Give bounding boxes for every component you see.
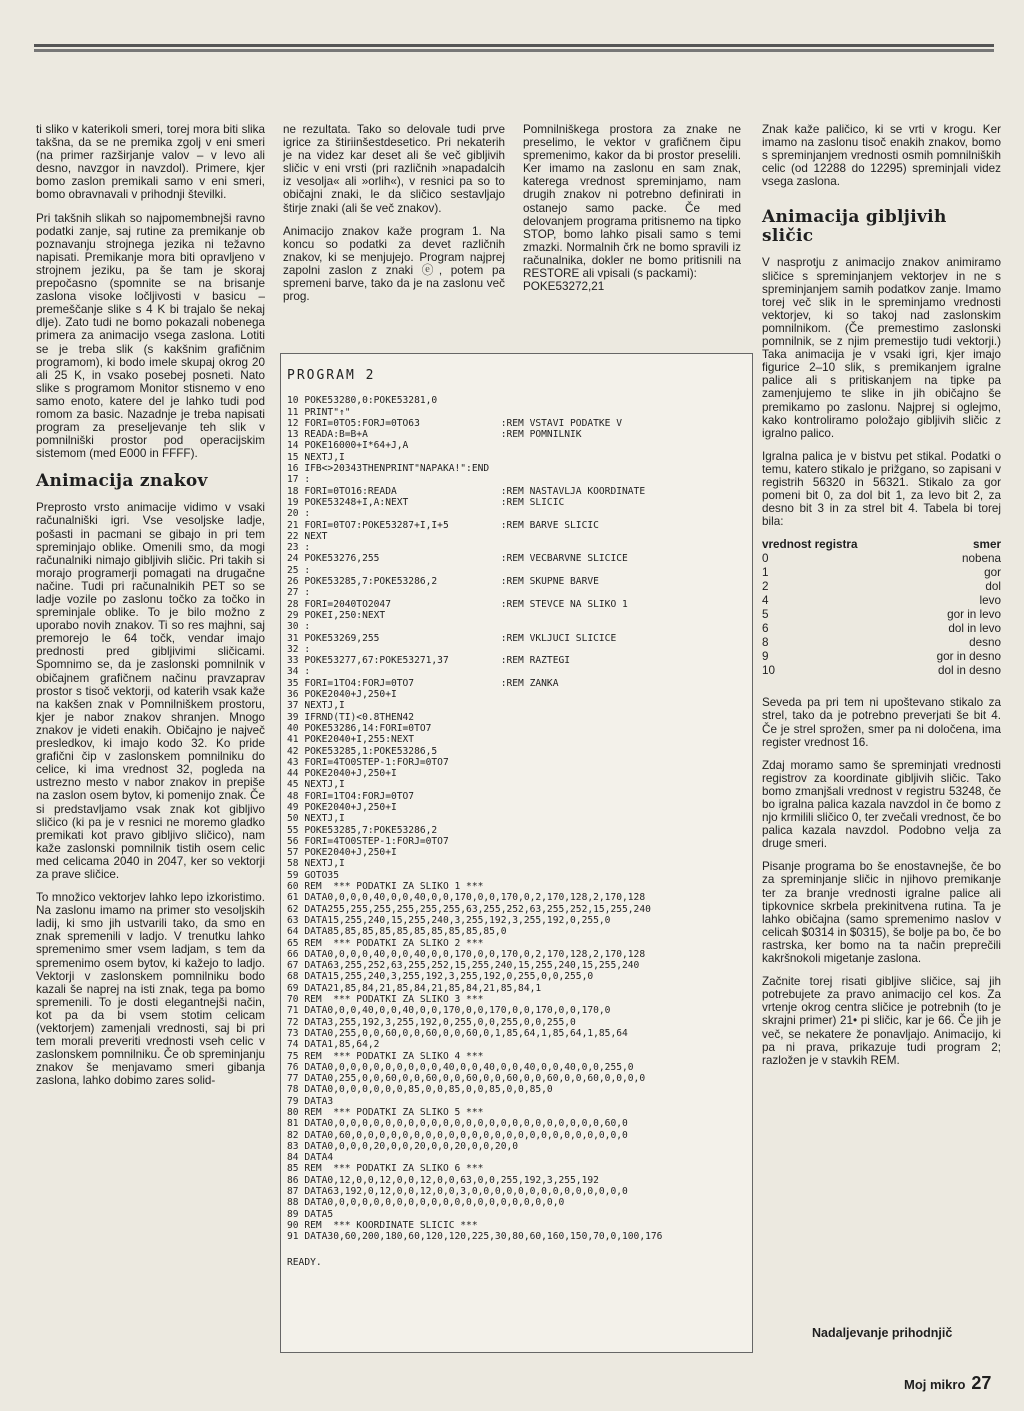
code-line: 90 REM *** KOORDINATE SLICIC *** — [287, 1219, 478, 1231]
code-line: 18 FORI=0TO16:READA :REM NASTAVLJA KOORDINATE — [287, 485, 646, 497]
code-line: 91 DATA30,60,200,180,60,120,120,225,30,80,60,160,150,70,0,100,176 — [287, 1231, 663, 1243]
code-line: 62 DATA255,255,255,255,255,255,63,255,252,63,255,252,15,255,240 — [287, 903, 651, 915]
register-value: 2 — [762, 580, 769, 594]
section-heading: Animacija gibljivih sličic — [762, 207, 947, 247]
code-line: 19 POKE53248+I,A:NEXT :REM SLICIC — [287, 496, 565, 508]
column-1 — [36, 123, 265, 1097]
code-line: 69 DATA21,85,84,21,85,84,21,85,84,21,85,84,1 — [287, 982, 542, 994]
paragraph: Pomnilniškega prostora za znake ne preselimo, le vektor v grafičnem čipu spremenimo, kakor da bi prostor preselili. Ker imamo na zaslonu en sam znak, katerega vrednost spreminjamo, nam drugih znakov ni potrebno definirati in ostanejo samo packe. Če med delovanjem programa pritisnemo na tipko STOP, bomo lahko pisali samo s temi zmazki. Normalnih črk ne bomo spravili iz računalnika, dokler ne bomo pritisnili na RESTORE ali vpisali (s packami): — [523, 123, 741, 281]
code-line: 65 REM *** PODATKI ZA SLIKO 2 *** — [287, 937, 484, 949]
table-row — [762, 580, 1001, 594]
paragraph: Igralna palica je v bistvu pet stikal. Podatki o temu, katero stikalo je prižgano, so zapisani v registrih 56320 in 56321. Stikalo za gor pomeni bit 0, za dol bit 1, za levo bit 2, za desno bit 3 in za strel bit 4. Tabela bi torej bila: — [762, 449, 1001, 529]
code-line: 12 FORI=0TO5:FORJ=0TO63 :REM VSTAVI PODATKE V — [287, 417, 623, 429]
paragraph: Seveda pa pri tem ni upoštevano stikalo za strel, tako da je potrebno preverjati še bit 4. Če je strel sprožen, smer pa ni določena, ima register vrednost 16. — [762, 696, 1001, 749]
page-number: 27 — [971, 1373, 992, 1393]
page-footer — [904, 1373, 991, 1394]
register-value: 9 — [762, 650, 769, 664]
code-line: 33 POKE53277,67:POKE53271,37 :REM RAZTEGI — [287, 655, 571, 667]
code-line: 84 DATA4 — [287, 1152, 334, 1164]
table-row — [762, 664, 1001, 678]
top-rule — [34, 44, 994, 52]
code-line: 11 PRINT"↑" — [287, 406, 351, 418]
code-line: 66 DATA0,0,0,0,40,0,0,40,0,0,170,0,0,170,0,2,170,128,2,170,128 — [287, 948, 646, 960]
code-line: 75 REM *** PODATKI ZA SLIKO 4 *** — [287, 1050, 484, 1062]
code-line: 40 POKE53286,14:FORI=0TO7 — [287, 722, 432, 734]
paragraph: Zdaj moramo samo še spreminjati vrednosti registrov za koordinate gibljivih sličic. Tako bomo zmanjšali vrednost v registru 53248, če bo igralna palica kazala navzdol in če bomo z njo krmilili sličico 0, ter zvečali vrednost, če bo palica kazala navzdol. Podobno velja za druge smeri. — [762, 758, 1001, 851]
paragraph: Znak kaže paličico, ki se vrti v krogu. Ker imamo na zaslonu tisoč enakih znakov, bomo s spreminjanjem vrednosti osmih pomnilniških celic (od 12288 do 12295) spreminjali videz vsega zaslona. — [762, 123, 1001, 189]
code-line: 80 REM *** PODATKI ZA SLIKO 5 *** — [287, 1107, 484, 1118]
code-line: 36 POKE2040+J,250+I — [287, 689, 397, 701]
code-line: 78 DATA0,0,0,0,0,0,0,85,0,0,85,0,0,85,0,0,85,0 — [287, 1084, 553, 1096]
direction-value: gor — [984, 566, 1001, 580]
code-line: 32 : — [287, 643, 311, 655]
code-line: 64 DATA85,85,85,85,85,85,85,85,85,85,0 — [287, 926, 507, 938]
paragraph: Pri takšnih slikah so najpomembnejši ravno podatki zanje, saj rutine za premikanje ob poznavanju strojnega jezika ni težavno napisati. Premikanje mora biti opravljeno v strojnem jeziku, pa še tam je skoraj prepočasno (spomnite se na brisanje zaslona visoke ločljivosti v basicu – premeščanje slike s 4 K bi trajalo še nekaj dlje). Zato tudi ne bomo pokazali nobenega primera za animacijo vsega zaslona. Lotiti se je treba slik (s kakšnim grafičnim programom), ki bodo imele skupaj okrog 20 ali 25 K, in vsako posebej posneti. Nato slike s programom Monitor stisnemo v eno samo enoto, katere del je lahko tudi pod romom za basic. Nazadnje je treba napisati program za preseljevanje teh slik v pomnilniški prostor pod operacijskim sistemom (med E000 in FFFF). — [36, 211, 265, 461]
code-line: 72 DATA3,255,192,3,255,192,0,255,0,0,255,0,0,255,0 — [287, 1016, 576, 1028]
code-line: 83 DATA0,0,0,0,20,0,0,20,0,0,20,0,0,20,0 — [287, 1140, 519, 1152]
code-line: 28 FORI=2040TO2047 :REM STEVCE NA SLIKO 1 — [287, 598, 628, 610]
code-line: 37 NEXTJ,I — [287, 700, 345, 712]
register-value: 10 — [762, 664, 776, 678]
code-line: 10 POKE53280,0:POKE53281,0 — [287, 395, 438, 407]
table-row — [762, 650, 1001, 664]
code-line: 15 NEXTJ,I — [287, 451, 345, 463]
direction-value: gor in levo — [947, 608, 1001, 622]
code-line: 49 POKE2040+J,250+I — [287, 801, 397, 813]
code-line: 13 READA:B=B+A :REM POMNILNIK — [287, 429, 582, 441]
code-line: 31 POKE53269,255 :REM VKLJUCI SLICICE — [287, 632, 617, 644]
direction-value: gor in desno — [936, 650, 1001, 664]
code-line: 24 POKE53276,255 :REM VECBARVNE SLICICE — [287, 553, 628, 565]
direction-value: nobena — [961, 552, 1001, 566]
code-line: 59 GOTO35 — [287, 869, 339, 881]
code-line: 63 DATA15,255,240,15,255,240,3,255,192,3,255,192,0,255,0 — [287, 914, 611, 926]
section-heading: Animacija znakov — [36, 471, 208, 492]
listing-lines — [287, 395, 752, 1242]
continued-note: Nadaljevanje prihodnjič — [812, 1326, 953, 1340]
code-line: 20 : — [287, 508, 311, 520]
column-2 — [283, 123, 505, 313]
code-line: 67 DATA63,255,252,63,255,252,15,255,240,15,255,240,15,255,240 — [287, 960, 640, 972]
code-line: 22 NEXT — [287, 530, 328, 542]
code-line: 74 DATA1,85,64,2 — [287, 1039, 380, 1051]
table-row — [762, 594, 1001, 608]
code-line: 34 : — [287, 666, 311, 678]
code-line: 26 POKE53285,7:POKE53286,2 :REM SKUPNE BARVE — [287, 576, 599, 588]
listing-title: PROGRAM 2 — [287, 368, 376, 383]
code-line: 29 POKEI,250:NEXT — [287, 609, 386, 621]
code-line: 85 REM *** PODATKI ZA SLIKO 6 *** — [287, 1163, 484, 1175]
register-value: 0 — [762, 552, 769, 566]
table-header: smer — [973, 538, 1001, 552]
code-line: 16 IFB<>20343THENPRINT"NAPAKA!":END — [287, 463, 490, 475]
code-line: 56 FORI=4TO0STEP-1:FORJ=0TO7 — [287, 835, 449, 847]
paragraph: ne rezultata. Tako so delovale tudi prve igrice za štiriinšestdesetico. Pri nekaterih je na videz kar deset ali še več gibljivih sličic v eni vrsti (pri različnih »napadalcih iz vesolja« ali »orlih«), v resnici pa so to običajni znaki, le da sličico sestavljajo štirje znaki (ali še več znakov). — [283, 123, 505, 215]
direction-value: levo — [979, 594, 1001, 608]
code-line: 82 DATA0,60,0,0,0,0,0,0,0,0,0,0,0,0,0,0,0,0,0,0,0,0,0,0,0,0 — [287, 1129, 628, 1141]
paragraph: Animacijo znakov kaže program 1. Na koncu so podatki za devet različnih znakov, ki se menjujejo. Program najprej zapolni zaslon z znaki ⓔ, potem pa spremeni barve, tako da je na zaslonu več prog. — [283, 224, 505, 304]
code-line: 89 DATA5 — [287, 1208, 334, 1220]
paragraph: Pisanje programa bo še enostavnejše, če bo za spreminjanje sličic in njihovo premikanje ter za branje vrednosti igralne palice ali tipkovnice skrbela prekinitvena rutina. Ta je lahko običajna (samo spremenimo naslov v celicah $0314 in $0315), še bolje pa bo, če bo rastrska, ker bomo na ta način preprečili kakršnokoli migetanje zaslona. — [762, 860, 1001, 966]
register-value: 8 — [762, 636, 769, 650]
direction-value: dol in desno — [937, 664, 1001, 678]
register-value: 6 — [762, 622, 769, 636]
code-line: 44 POKE2040+J,250+I — [287, 768, 397, 780]
code-line: 48 FORI=1TO4:FORJ=0TO7 — [287, 790, 415, 802]
code-line: 81 DATA0,0,0,0,0,0,0,0,0,0,0,0,0,0,0,0,0,0,0,0,0,0,0,0,60,0 — [287, 1118, 628, 1130]
paragraph: ti sliko v katerikoli smeri, torej mora biti slika takšna, da se ne premika zgolj v eni smeri (na primer razširjanje valov – v levo ali desno, navzgor in navzdol). Primere, kjer bomo zaslon premikali samo v eni smeri, bomo obravnavali v prihodnji številki. — [36, 123, 265, 202]
code-line: 71 DATA0,0,0,40,0,0,40,0,0,170,0,0,170,0,0,170,0,0,170,0 — [287, 1005, 611, 1017]
code-line: 43 FORI=4TO0STEP-1:FORJ=0TO7 — [287, 756, 449, 768]
column-4 — [762, 123, 1001, 1077]
code-line: 68 DATA15,255,240,3,255,192,3,255,192,0,255,0,0,255,0 — [287, 971, 594, 983]
code-line: 14 POKE16000+I*64+J,A — [287, 440, 409, 452]
direction-value: desno — [969, 636, 1001, 650]
register-value: 4 — [762, 594, 769, 608]
code-line: 23 : — [287, 542, 311, 554]
register-value: 5 — [762, 608, 769, 622]
direction-value: dol in levo — [948, 622, 1001, 636]
paragraph: Preprosto vrsto animacije vidimo v vsaki računalniški igri. Vse vesoljske ladje, pošasti in pacmani se gibajo in pri tem spreminjajo oblike. Omenili smo, da mogi računalniki nimajo gibljivih sličic. Pri takih si morajo programerji pomagati na drugačne načine. Tudi pri računalnikih PET so se ladje vozile po zaslonu točko za točko in spreminjale oblike. To je bilo možno z uporabo novih znakov. Ti so res majhni, saj premorejo le 64 točk, vendar imajo prednosti pred gibljivimi sličicami. Spomnimo se, da je zaslonski pomnilnik v običajnem grafičnem načinu pravzaprav prostor s tisoč vektorji, od katerih vsak kaže na kakšen znak v Pomnilniškem prostoru, kjer je nabor znakov shranjen. Mnogo znakov je videti enakih. Običajno je največ presledkov, ki imajo kodo 32. Ko pride grafični čip v zaslonskem pomnilniku do celice, ki ima vrednost 32, pogleda na ustrezno mesto v nabor znakov in prepiše na zaslon osem bytov, ki pomenijo znak. Če si predstavljamo vsak znak kot gibljivo sličico (ki pa je v resnici ne moremo gladko premikati kot pravo gibljivo sličico), nam kaže zaslonski pomnilnik tistih osem celic med celicama 2040 in 2047, ker so vektorji za prave sličice. — [36, 501, 265, 881]
code-line: 30 : — [287, 621, 311, 633]
code-line: 70 REM *** PODATKI ZA SLIKO 3 *** — [287, 994, 484, 1006]
code-line: 88 DATA0,0,0,0,0,0,0,0,0,0,0,0,0,0,0,0,0,0,0,0,0 — [287, 1197, 565, 1209]
magazine-name: Moj mikro — [904, 1377, 966, 1392]
code-line: 86 DATA0,12,0,0,12,0,0,12,0,0,63,0,0,255,192,3,255,192 — [287, 1174, 599, 1186]
code-line: 50 NEXTJ,I — [287, 813, 345, 825]
code-line: 25 : — [287, 564, 311, 576]
code-line: 45 NEXTJ,I — [287, 779, 345, 791]
paragraph: Začnite torej risati gibljive sličice, saj jih potrebujete za pravo animacijo cel kos. Za vrtenje okrog centra sličice je potrebnih (to je skrajni primer) 21• pi sličic, kar je 66. Če jih je več, se nekatere že ponavljajo. Animacijo, ki pa ni prava, prikazuje tudi program 2; razložen je v stavkih REM. — [762, 975, 1001, 1067]
ready-prompt: READY. — [287, 1256, 322, 1268]
code-line: 42 POKE53285,1:POKE53286,5 — [287, 745, 438, 757]
code-line: 57 POKE2040+J,250+I — [287, 847, 397, 859]
code-line: 58 NEXTJ,I — [287, 858, 345, 870]
table-row — [762, 636, 1001, 650]
paragraph: V nasprotju z animacijo znakov animiramo sličice s spreminjanjem vektorjev in ne s spreminjanjem samih podatkov zanje. Imamo torej več slik in le spreminjamo vrednosti vektorjev, ki so takoj nad zaslonskim pomnilnikom. (Če premestimo zaslonski pomnilnik, se z njim premestijo tudi vektorji.) Taka animacija je v vsaki igri, kjer imajo figurice 2–10 slik, s premikanjem igralne palice ali s pritiskanjem na tipke pa zamenjujemo te slike in jih običajno še premikamo po zaslonu. Najprej si oglejmo, kako kontroliramo položajo gibljivih sličic z igralno palico. — [762, 256, 1001, 440]
code-line: 35 FORI=1TO4:FORJ=0TO7 :REM ZANKA — [287, 677, 559, 689]
code-line: 55 POKE53285,7:POKE53286,2 — [287, 824, 438, 836]
register-value: 1 — [762, 566, 769, 580]
table-header: vrednost registra — [762, 538, 858, 552]
code-line: 17 : — [287, 474, 311, 486]
code-line: 21 FORI=0TO7:POKE53287+I,I+5 :REM BARVE SLICIC — [287, 519, 599, 531]
table-body — [762, 552, 1001, 678]
table-row — [762, 622, 1001, 636]
paragraph: To množico vektorjev lahko lepo izkoristimo. Na zaslonu imamo na primer sto vesoljskih ladij, ki smo jih ustvarili tako, da smo en znak spremenili v ladjo. V trenutku lahko spremenimo smer vsem ladjam, s tem da spremenimo osem bytov, ki kažejo to ladjo. Vektorji v zaslonskem pomnilniku bodo kazali še naprej na isti znak, tega pa bomo spremenili. To je dosti elegantnejši način, kot pa da bi vsem stotim celicam (vektorjem) zamenjali vrednosti, saj bi pri tem morali preveriti vrednosti vseh celic v zaslonskem pomnilniku. Če ob spreminjanju znakov še menjavamo smeri gibanja zaslona, lahko dobimo zares solid- — [36, 891, 265, 1088]
code-line: 79 DATA3 — [287, 1095, 334, 1107]
code-line: 60 REM *** PODATKI ZA SLIKO 1 *** — [287, 881, 484, 893]
code-snippet: POKE53272,21 — [523, 280, 605, 294]
code-line: 41 POKE2040+I,255:NEXT — [287, 734, 415, 746]
table-row — [762, 608, 1001, 622]
column-3 — [523, 123, 741, 293]
code-line: 73 DATA0,255,0,0,60,0,0,60,0,0,60,0,1,85,64,1,85,64,1,85,64 — [287, 1027, 628, 1039]
code-line: 87 DATA63,192,0,12,0,0,12,0,0,3,0,0,0,0,0,0,0,0,0,0,0,0,0,0 — [287, 1186, 628, 1198]
register-table — [762, 538, 1001, 678]
table-row — [762, 566, 1001, 580]
code-line: 76 DATA0,0,0,0,0,0,0,0,0,0,40,0,0,40,0,0,40,0,0,40,0,0,255,0 — [287, 1061, 634, 1073]
code-line: 27 : — [287, 587, 311, 599]
code-line: 77 DATA0,255,0,0,60,0,0,60,0,0,60,0,0,60,0,0,60,0,0,60,0,0,0,0 — [287, 1073, 646, 1085]
program-listing — [280, 353, 753, 1353]
direction-value: dol — [985, 580, 1001, 594]
code-line: 39 IFRND(TI)<0.8THEN42 — [287, 711, 415, 723]
code-line: 61 DATA0,0,0,0,40,0,0,40,0,0,170,0,0,170,0,2,170,128,2,170,128 — [287, 892, 646, 904]
table-row — [762, 552, 1001, 566]
